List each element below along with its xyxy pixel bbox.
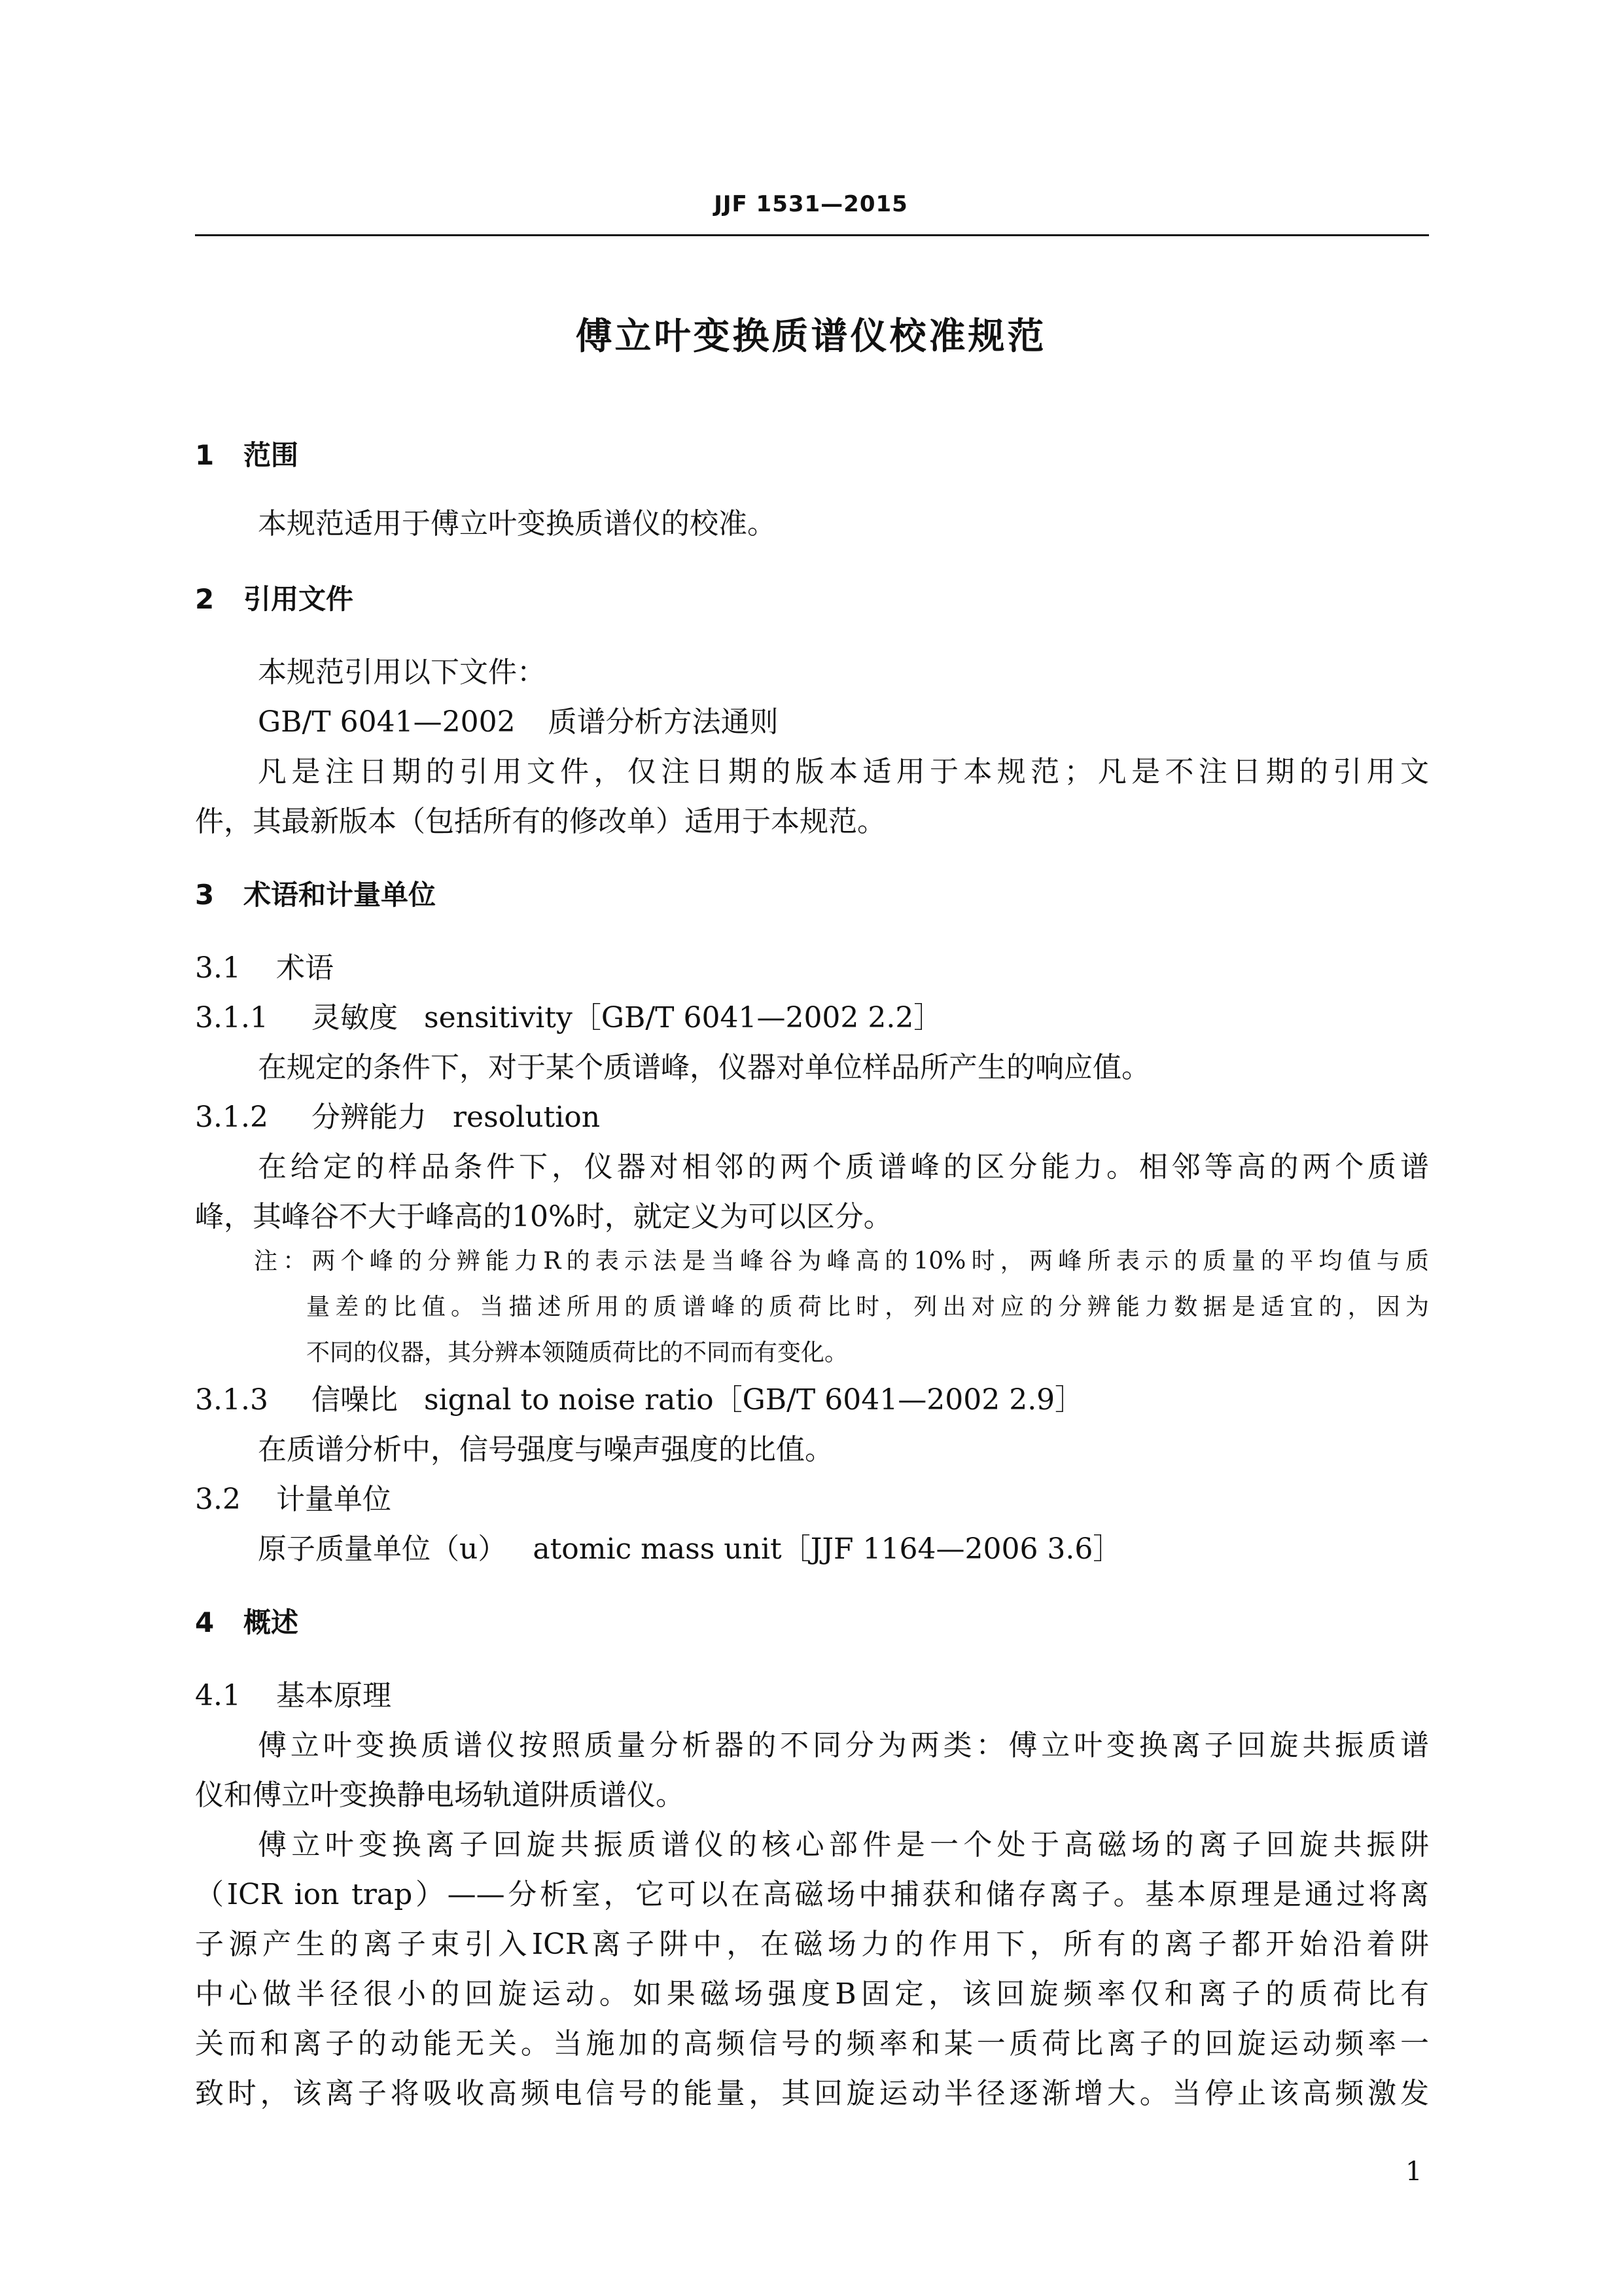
note-line: 注：两个峰的分辨能力R的表示法是当峰谷为峰高的10%时，两峰所表示的质量的平均值与质 bbox=[254, 1248, 1429, 1275]
section-4-heading bbox=[195, 1604, 1429, 1641]
paragraph-line: 致时，该离子将吸收高频电信号的能量，其回旋运动半径逐渐增大。当停止该高频激发 bbox=[195, 2077, 1429, 2110]
subsection-title: 计量单位 bbox=[276, 1483, 391, 1516]
section-number: 3 bbox=[195, 879, 215, 911]
reference-title: 质谱分析方法通则 bbox=[548, 705, 779, 739]
reference-entry bbox=[258, 704, 1429, 741]
paragraph-line: 傅立叶变换离子回旋共振质谱仪的核心部件是一个处于高磁场的离子回旋共振阱 bbox=[258, 1828, 1429, 1862]
section-2-para-line: 凡是注日期的引用文件，仅注日期的版本适用于本规范；凡是不注日期的引用文 bbox=[258, 755, 1429, 788]
unit-entry bbox=[258, 1531, 1429, 1568]
subsection-number: 3.1 bbox=[195, 951, 241, 985]
term-definition-line: 在给定的样品条件下，仪器对相邻的两个质谱峰的区分能力。相邻等高的两个质谱 bbox=[258, 1150, 1429, 1184]
subsection-title: 基本原理 bbox=[276, 1679, 391, 1712]
section-2-para-line: 件，其最新版本（包括所有的修改单）适用于本规范。 bbox=[195, 805, 886, 838]
term-definition-line: 峰，其峰谷不大于峰高的10%时，就定义为可以区分。 bbox=[195, 1200, 892, 1233]
term-name: 分辨能力 bbox=[311, 1101, 427, 1134]
term-definition: 在质谱分析中，信号强度与噪声强度的比值。 bbox=[258, 1433, 834, 1466]
paragraph-line: 仪和傅立叶变换静电场轨道阱质谱仪。 bbox=[195, 1778, 684, 1812]
paragraph-line: 中心做半径很小的回旋运动。如果磁场强度B固定，该回旋频率仅和离子的质荷比有 bbox=[195, 1977, 1429, 2011]
section-1-text: 本规范适用于傅立叶变换质谱仪的校准。 bbox=[258, 507, 776, 540]
term-3-1-1 bbox=[195, 1000, 1429, 1036]
term-name: 信噪比 bbox=[311, 1383, 398, 1417]
paragraph-line: 子源产生的离子束引入ICR离子阱中，在磁场力的作用下，所有的离子都开始沿着阱 bbox=[195, 1928, 1429, 1961]
subsection-3-2-heading bbox=[195, 1481, 1429, 1518]
header-rule bbox=[195, 234, 1429, 236]
document-title: 傅立叶变换质谱仪校准规范 bbox=[575, 315, 1047, 358]
subsection-number: 4.1 bbox=[195, 1679, 241, 1712]
section-title: 引用文件 bbox=[243, 583, 354, 615]
section-3-heading bbox=[195, 877, 1429, 913]
page-number: 1 bbox=[1405, 2157, 1422, 2187]
term-english: sensitivity［GB/T 6041—2002 2.2］ bbox=[424, 1001, 943, 1034]
term-definition: 在规定的条件下，对于某个质谱峰，仪器对单位样品所产生的响应值。 bbox=[258, 1051, 1150, 1084]
term-3-1-3 bbox=[195, 1382, 1429, 1419]
section-title: 概述 bbox=[243, 1606, 299, 1638]
term-3-1-2 bbox=[195, 1099, 1429, 1136]
section-number: 4 bbox=[195, 1606, 215, 1638]
term-name: 灵敏度 bbox=[311, 1001, 398, 1034]
paragraph-line: 关而和离子的动能无关。当施加的高频信号的频率和某一质荷比离子的回旋运动频率一 bbox=[195, 2027, 1429, 2060]
subsection-number: 3.2 bbox=[195, 1483, 241, 1516]
section-2-heading bbox=[195, 581, 1429, 618]
term-number: 3.1.3 bbox=[195, 1383, 268, 1417]
term-number: 3.1.1 bbox=[195, 1001, 268, 1034]
term-english: signal to noise ratio［GB/T 6041—2002 2.9］ bbox=[424, 1383, 1084, 1417]
paragraph-line: 傅立叶变换质谱仪按照质量分析器的不同分为两类：傅立叶变换离子回旋共振质谱 bbox=[258, 1729, 1429, 1762]
term-english: resolution bbox=[453, 1101, 601, 1134]
unit-name-en: atomic mass unit［JJF 1164—2006 3.6］ bbox=[533, 1532, 1122, 1566]
section-title: 术语和计量单位 bbox=[243, 879, 436, 911]
subsection-3-1-heading bbox=[195, 950, 1429, 987]
section-title: 范围 bbox=[243, 439, 299, 471]
paragraph-line: （ICR ion trap）——分析室，它可以在高磁场中捕获和储存离子。基本原理是通过将离 bbox=[195, 1878, 1429, 1911]
note-line: 不同的仪器，其分辨本领随质荷比的不同而有变化。 bbox=[306, 1339, 849, 1366]
subsection-4-1-heading bbox=[195, 1678, 1429, 1714]
section-1-heading bbox=[195, 437, 1429, 474]
section-2-intro: 本规范引用以下文件： bbox=[258, 656, 546, 689]
section-number: 2 bbox=[195, 583, 215, 615]
document-code-header: JJF 1531—2015 bbox=[714, 191, 908, 217]
section-number: 1 bbox=[195, 439, 215, 471]
reference-code: GB/T 6041—2002 bbox=[258, 705, 516, 739]
term-number: 3.1.2 bbox=[195, 1101, 268, 1134]
subsection-title: 术语 bbox=[276, 951, 334, 985]
unit-name-cn: 原子质量单位（u） bbox=[258, 1532, 507, 1566]
note-line: 量差的比值。当描述所用的质谱峰的质荷比时，列出对应的分辨能力数据是适宜的，因为 bbox=[306, 1294, 1429, 1320]
